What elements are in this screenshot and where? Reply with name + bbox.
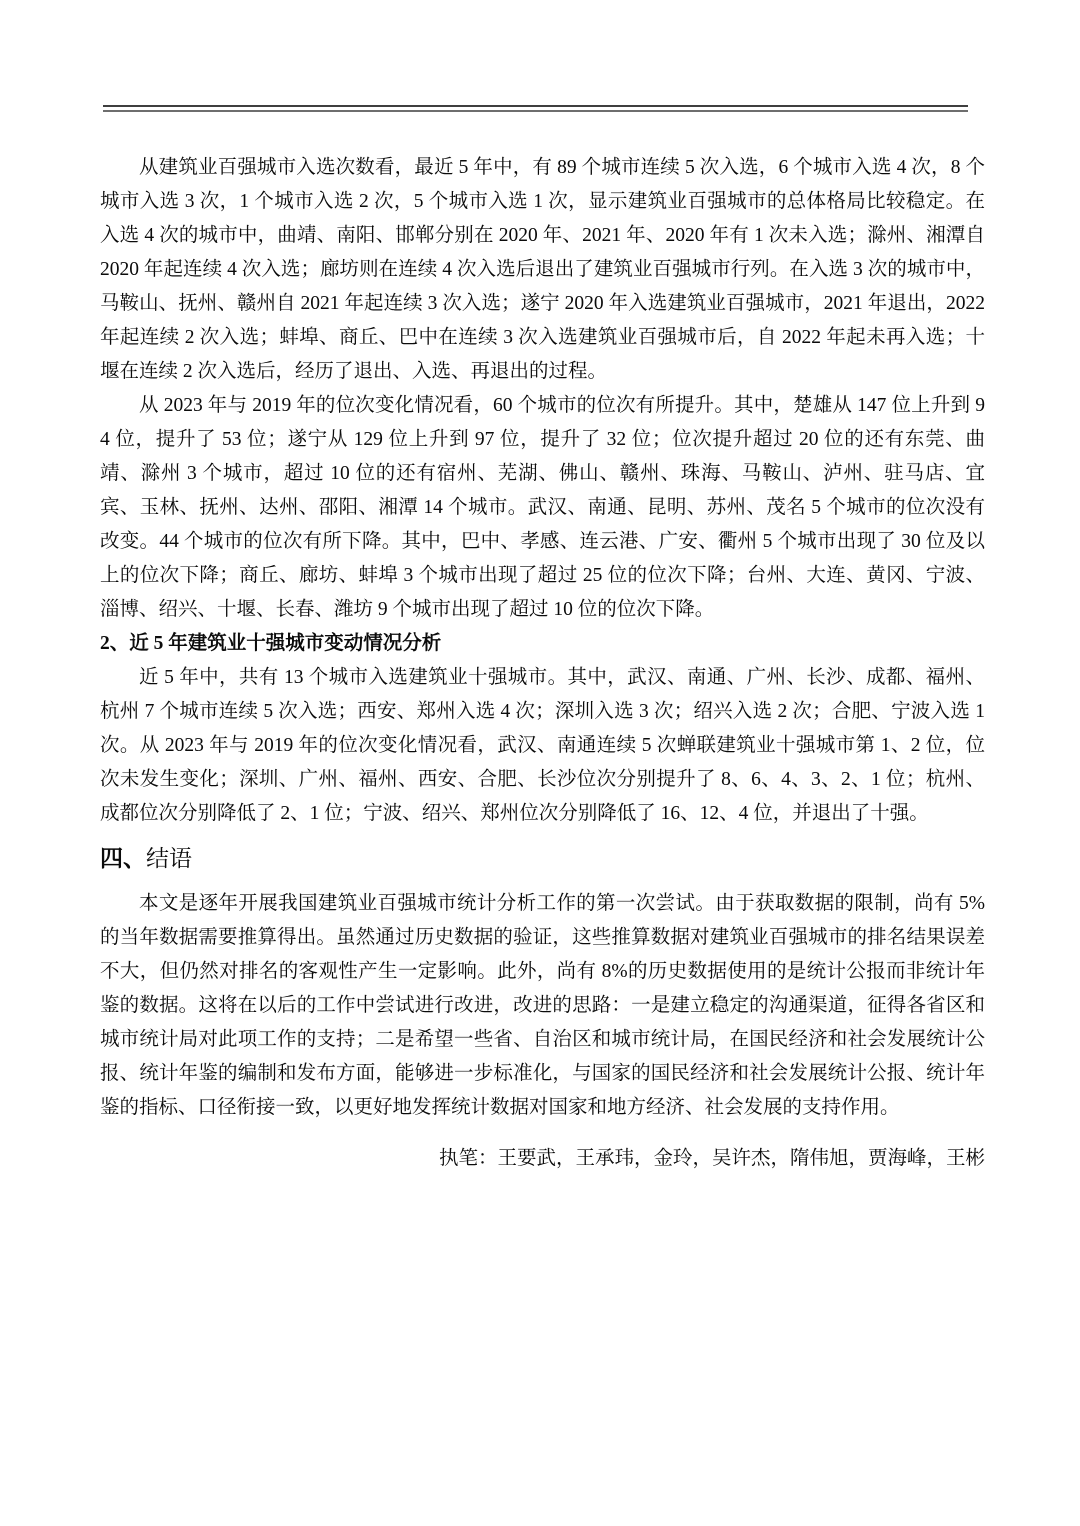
heading-conclusion xyxy=(100,839,985,878)
header-double-rule xyxy=(103,105,968,112)
paragraph-conclusion: 本文是逐年开展我国建筑业百强城市统计分析工作的第一次尝试。由于获取数据的限制，尚有 5%的当年数据需要推算得出。虽然通过历史数据的验证，这些推算数据对建筑业百强城市的排名结果误差不大，但仍然对排名的客观性产生一定影响。此外，尚有 8%的历史数据使用的是统计公报而非统计年鉴的数据。这将在以后的工作中尝试进行改进，改进的思路：一是建立稳定的沟通渠道，征得各省区和城市统计局对此项工作的支持；二是希望一些省、自治区和城市统计局，在国民经济和社会发展统计公报、统计年鉴的编制和发布方面，能够进一步标准化，与国家的国民经济和社会发展统计公报、统计年鉴的指标、口径衔接一致，以更好地发挥统计数据对国家和地方经济、社会发展的支持作用。 xyxy=(100,893,985,1118)
paragraph-rank-changes: 从 2023 年与 2019 年的位次变化情况看，60 个城市的位次有所提升。其中，楚雄从 147 位上升到 94 位，提升了 53 位；遂宁从 129 位上升到 97 位，提升了 32 位；位次提升超过 20 位的还有东莞、曲靖、滁州 3 个城市，超过 10 位的还有宿州、芜湖、佛山、赣州、珠海、马鞍山、泸州、驻马店、宜宾、玉林、抚州、达州、邵阳、湘潭 14 个城市。武汉、南通、昆明、苏州、茂名 5 个城市的位次没有改变。44 个城市的位次有所下降。其中，巴中、孝感、连云港、广安、衢州 5 个城市出现了 30 位及以上的位次下降；商丘、廊坊、蚌埠 3 个城市出现了超过 25 位的位次下降；台州、大连、黄冈、宁波、淄博、绍兴、十堰、长春、潍坊 9 个城市出现了超过 10 位的位次下降。 xyxy=(100,395,985,620)
paragraph-top10-analysis: 近 5 年中，共有 13 个城市入选建筑业十强城市。其中，武汉、南通、广州、长沙、成都、福州、杭州 7 个城市连续 5 次入选；西安、郑州入选 4 次；深圳入选 3 次；绍兴入选 2 次；合肥、宁波入选 1 次。从 2023 年与 2019 年的位次变化情况看，武汉、南通连续 5 次蝉联建筑业十强城市第 1、2 位，位次未发生变化；深圳、广州、福州、西安、合肥、长沙位次分别提升了 8、6、4、3、2、1 位；杭州、成都位次分别降低了 2、1 位；宁波、绍兴、郑州位次分别降低了 16、12、4 位，并退出了十强。 xyxy=(100,667,985,824)
paragraph-selection-counts: 从建筑业百强城市入选次数看，最近 5 年中，有 89 个城市连续 5 次入选，6 个城市入选 4 次，8 个城市入选 3 次，1 个城市入选 2 次，5 个城市入选 1 次，显示建筑业百强城市的总体格局比较稳定。在入选 4 次的城市中，曲靖、南阳、邯郸分别在 2020 年、2021 年、2020 年有 1 次未入选；滁州、湘潭自 2020 年起连续 4 次入选；廊坊则在连续 4 次入选后退出了建筑业百强城市行列。在入选 3 次的城市中，马鞍山、抚州、赣州自 2021 年起连续 3 次入选；遂宁 2020 年入选建筑业百强城市，2021 年退出，2022 年起连续 2 次入选；蚌埠、商丘、巴中在连续 3 次入选建筑业百强城市后，自 2022 年起未再入选；十堰在连续 2 次入选后，经历了退出、入选、再退出的过程。 xyxy=(100,157,985,382)
byline-authors: 执笔：王要武，王承玮，金玲，吴许杰，隋伟旭，贾海峰，王彬 xyxy=(438,1148,985,1169)
heading-conclusion-title: 结语 xyxy=(146,845,192,871)
heading-top10-analysis: 2、近 5 年建筑业十强城市变动情况分析 xyxy=(100,633,442,654)
heading-conclusion-number: 四、 xyxy=(100,846,146,871)
document-body xyxy=(100,151,985,1176)
